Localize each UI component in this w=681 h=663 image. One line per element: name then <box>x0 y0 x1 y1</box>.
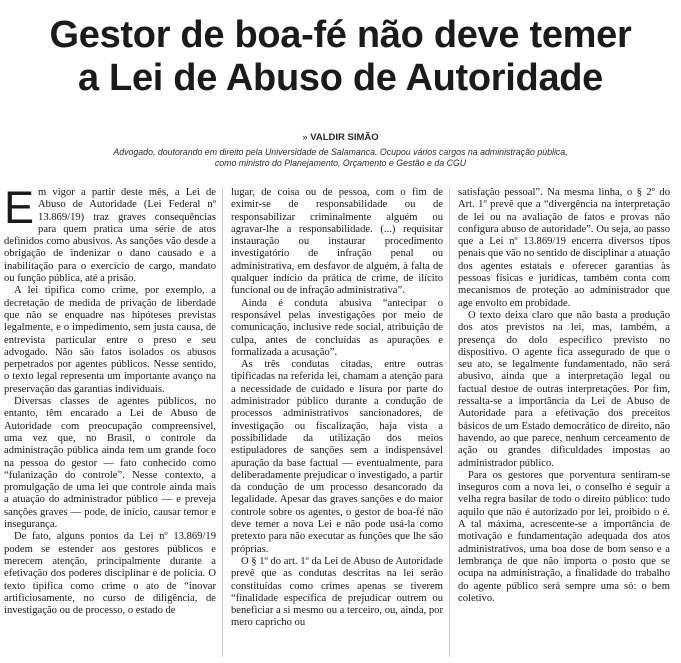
headline <box>0 14 681 100</box>
column-3 <box>458 187 670 657</box>
paragraph: A lei tipifica como crime, por exemplo, a decretação de medida de privação de liberdade que não se enquadre nas hipóteses previstas legalmente, e o impedimento, sem justa causa, de entrevista particular entre o preso e seu advogado. Não são fatos isolados os abusos perpetrados por agentes públicos. Nesse sentido, o texto legal representa um importante avanço na preservação das garantias individuais. <box>4 285 216 395</box>
paragraph-text: m vigor a partir deste mês, a Lei de Abuso de Autoridade (Lei Federal nº 13.869/19) traz graves consequências para quem pratica uma série de atos definidos como abusivos. As sanções vão desde a obrigação de indenizar o dano causado e a inabilitação para o exercício de cargo, mandato ou função pública, até a prisão. <box>4 187 216 285</box>
paragraph: De fato, alguns pontos da Lei nº 13.869/19 podem se estender aos gestores públicos e merecem atenção, principalmente durante a efetivação dos poderes disciplinar e de polícia. O texto tipifica como crime o ato de “inovar artificiosamente, no curso de diligência, de investigação ou de processo, o estado de <box>4 531 216 617</box>
column-1 <box>4 187 216 657</box>
author-bio-line-1: Advogado, doutorando em direito pela Universidade de Salamanca. Ocupou vários cargos na administração pública, <box>113 147 568 157</box>
author-bio <box>0 147 681 169</box>
drop-cap: E <box>4 187 35 233</box>
paragraph: lugar, de coisa ou de pessoa, com o fim de eximir-se de responsabilidade ou de responsabilizar criminalmente alguém ou agravar-lhe a responsabilidade. (...) requisitar instauração ou instaurar procedimento investigatório de infração penal ou administrativa, em desfavor de alguém, à falta de qualquer indício da prática de crime, de ilícito funcional ou de infração administrativa”. <box>231 187 443 297</box>
column-divider <box>222 187 223 657</box>
column-divider <box>449 187 450 657</box>
paragraph: O § 1º do art. 1º da Lei de Abuso de Autoridade prevê que as condutas descritas na lei serão constituídas como crimes apenas se tiverem “finalidade específica de prejudicar outrem ou beneficiar a si mesmo ou a terceiro, ou, ainda, por mero capricho ou <box>231 555 443 629</box>
author-bio-line-2: como ministro do Planejamento, Orçamento e Gestão e da CGU <box>214 158 467 168</box>
paragraph: Diversas classes de agentes públicos, no entanto, têm encarado a Lei de Abuso de Autoridade com preocupação compreensível, uma vez que, no Brasil, o controle da administração pública ainda tem um grande foco na pessoa do gestor — fato conhecido como “fulanização do controle”. Nesse contexto, a promulgação de uma lei que controle ainda mais a atuação do administrador público — e preveja sanções graves — pode, de início, causar temor e insegurança. <box>4 396 216 531</box>
byline <box>0 132 681 143</box>
author-name: VALDIR SIMÃO <box>310 132 379 143</box>
headline-line-2: a Lei de Abuso de Autoridade <box>77 57 604 99</box>
paragraph <box>4 187 216 285</box>
paragraph: Para os gestores que porventura sentiram-se inseguros com a nova lei, o conselho é seguir a velha regra basilar de todo o direito público: tudo aquilo que não é autorizado por lei, proibido o é. A tal máxima, acrescente-se a importância de motivação e fundamentação adequada dos atos administrativos, uma boa dose de bom senso e a lembrança de que não importa o posto que se ocupa na administração, a finalidade do trabalho do agente público será sempre uma só: o bem coletivo. <box>458 469 670 604</box>
paragraph: satisfação pessoal”. Na mesma linha, o § 2º do Art. 1º prevê que a “divergência na interpretação de lei ou na avaliação de fatos e provas não configura abuso de autoridade”. Ou seja, ao passo que a Lei nº 13.869/19 encerra diversos tipos penais que vão no sentido de disciplinar a atuação dos agentes estatais e oferecer garantias às pessoas físicas e jurídicas, também conta com mecanismos de proteção ao administrador que age envolto em probidade. <box>458 187 670 309</box>
paragraph: Ainda é conduta abusiva “antecipar o responsável pelas investigações por meio de comunicação, inclusive rede social, atribuição de culpa, antes de concluídas as apurações e formalizada a acusação”. <box>231 297 443 358</box>
headline-line-1: Gestor de boa-fé não deve temer <box>49 14 632 56</box>
paragraph: As três condutas citadas, entre outras tipificadas na referida lei, chamam a atenção para a necessidade de cuidado e lisura por parte do administrador público durante a condução de processos administrativos sancionadores, de investigação ou fiscalização, haja vista a possibilidade da utilização dos meios estipuladores de sanções sem a indispensável apuração da base factual — eventualmente, para deliberadamente prejudicar o investigado, a partir da condução de um processo desancorado da legalidade. Apesar das graves sanções e do maior controle sobre os agentes, o gestor de boa-fé não deve temer a nova Lei e não pode usá-la como pretexto para não executar as funções que lhe são próprias. <box>231 359 443 555</box>
byline-marker: » <box>302 132 311 143</box>
column-2 <box>231 187 443 657</box>
paragraph: O texto deixa claro que não basta a produção dos atos previstos na lei, mas, também, a presença do dolo específico previsto no dispositivo. O agente fica assegurado de que o seu ato, se legalmente fundamentado, não será abusivo, ainda que a interpretação legal ou factual destoe de outras interpretações. Por fim, ressalta-se a importância da Lei de Abuso de Autoridade para a efetivação dos preceitos básicos de um Estado democrático de direito, não havendo, ao que parece, nenhum cerceamento de ação ou grandes dificuldades impostas ao administrador público. <box>458 309 670 469</box>
